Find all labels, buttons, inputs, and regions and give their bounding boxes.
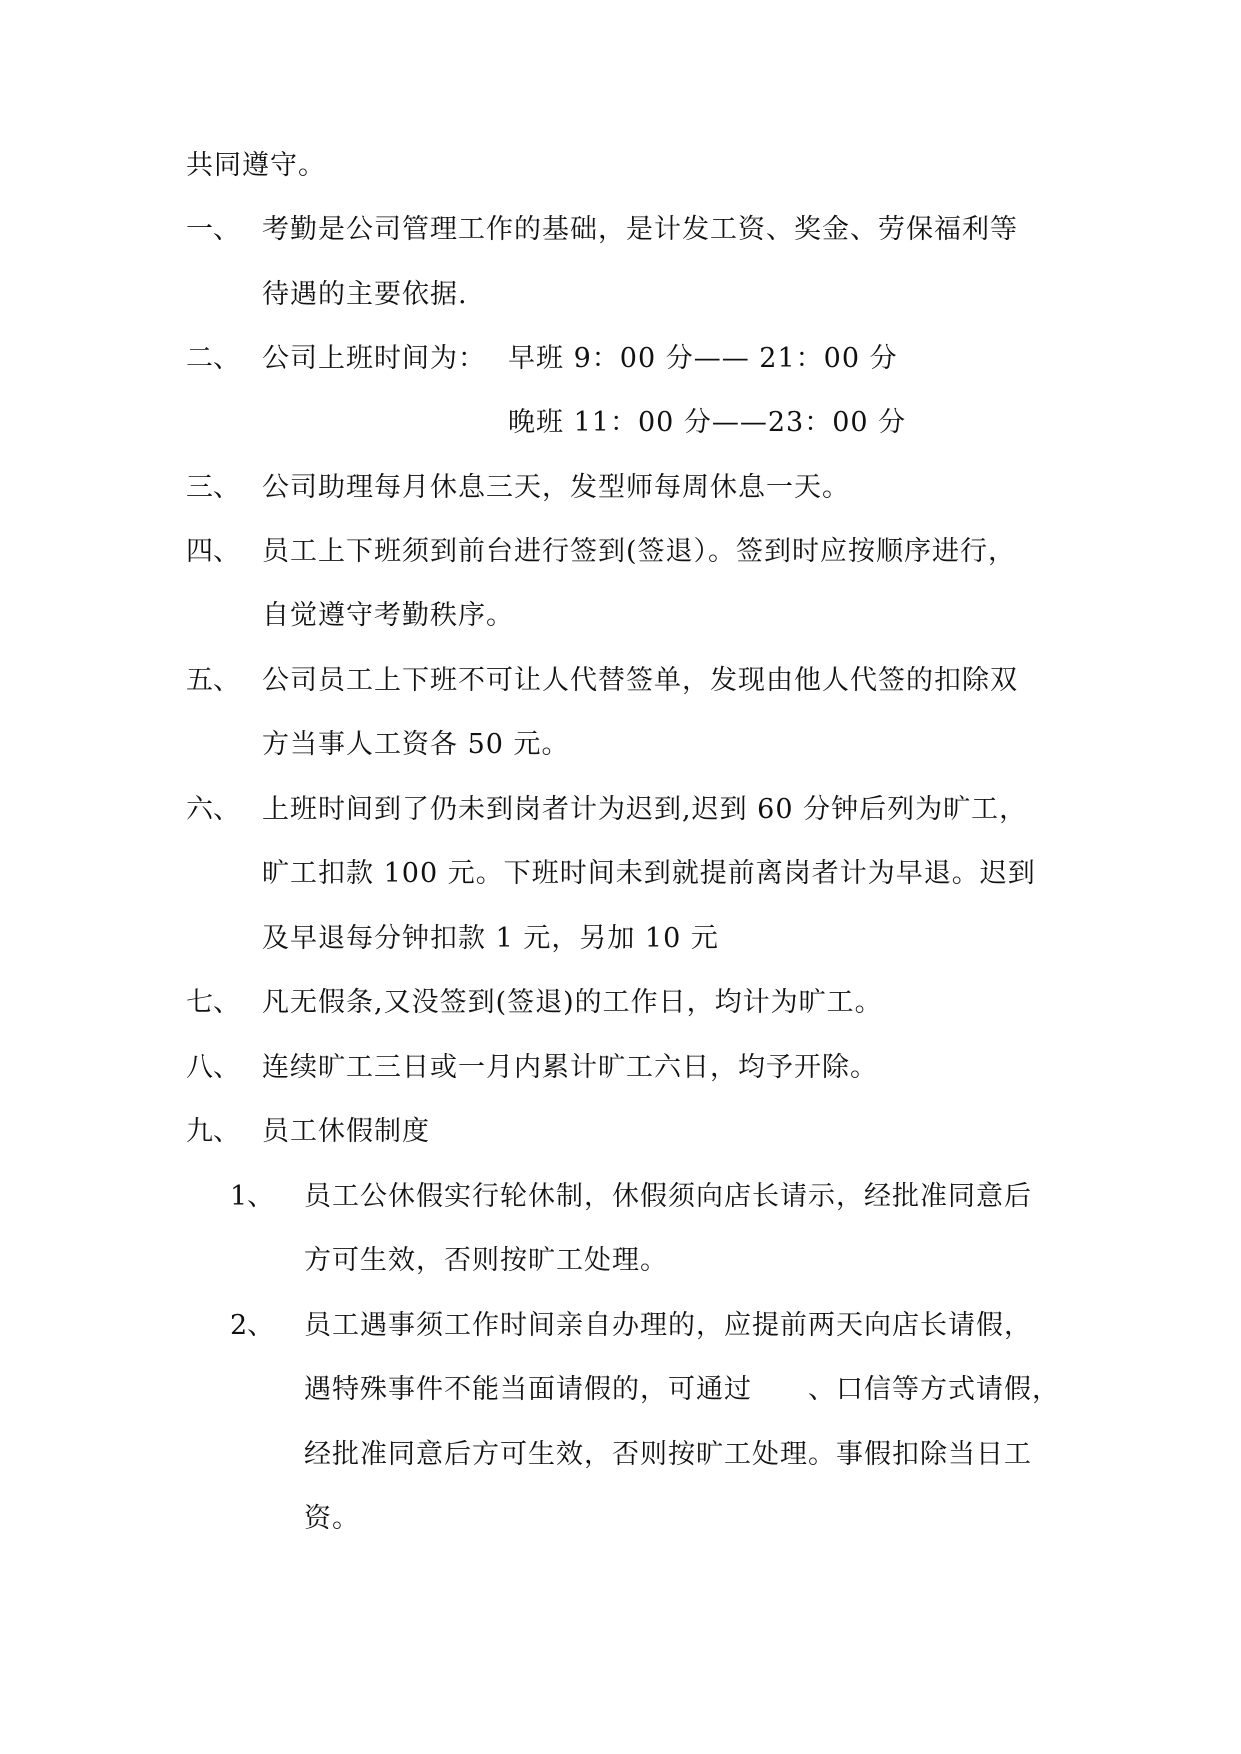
item-4-line-2: 自觉遵守考勤秩序。 xyxy=(262,600,514,631)
item-1-line-2: 待遇的主要依据. xyxy=(262,279,468,310)
item-5-line-1: 公司员工上下班不可让人代替签单，发现由他人代签的扣除双 xyxy=(262,665,1018,696)
subitem-2-line-3: 经批准同意后方可生效，否则按旷工处理。事假扣除当日工 xyxy=(304,1439,1032,1470)
item-7-line-1: 凡无假条,又没签到(签退)的工作日，均计为旷工。 xyxy=(262,987,883,1018)
item-8-line-1: 连续旷工三日或一月内累计旷工六日，均予开除。 xyxy=(262,1052,878,1083)
item-6-line-1: 上班时间到了仍未到岗者计为迟到,迟到 60 分钟后列为旷工， xyxy=(262,794,1028,825)
subitem-2-line-4: 资。 xyxy=(304,1503,360,1534)
item-2-evening-shift: 晚班 11：00 分——23：00 分 xyxy=(508,407,907,438)
subitem-number-2: 2、 xyxy=(230,1310,275,1341)
item-9-line-1: 员工休假制度 xyxy=(262,1116,430,1147)
item-number-7: 七、 xyxy=(186,987,240,1018)
item-number-8: 八、 xyxy=(186,1052,240,1083)
item-6-line-2: 旷工扣款 100 元。下班时间未到就提前离岗者计为早退。迟到 xyxy=(262,858,1036,889)
intro-text: 共同遵守。 xyxy=(186,150,326,181)
subitem-1-line-2: 方可生效，否则按旷工处理。 xyxy=(304,1245,668,1276)
subitem-1-line-1: 员工公休假实行轮休制，休假须向店长请示，经批准同意后 xyxy=(304,1181,1032,1212)
item-number-3: 三、 xyxy=(186,472,240,503)
item-number-5: 五、 xyxy=(186,665,240,696)
item-1-line-1: 考勤是公司管理工作的基础，是计发工资、奖金、劳保福利等 xyxy=(262,214,1018,245)
item-2-label: 公司上班时间为： xyxy=(262,343,486,374)
item-5-line-2: 方当事人工资各 50 元。 xyxy=(262,729,570,760)
item-4-line-1: 员工上下班须到前台进行签到(签退）。签到时应按顺序进行， xyxy=(262,536,1017,567)
item-number-4: 四、 xyxy=(186,536,240,567)
subitem-2-line-2: 遇特殊事件不能当面请假的，可通过 、口信等方式请假， xyxy=(304,1374,1060,1405)
item-number-9: 九、 xyxy=(186,1116,240,1147)
item-6-line-3: 及早退每分钟扣款 1 元，另加 10 元 xyxy=(262,923,719,954)
item-3-line-1: 公司助理每月休息三天，发型师每周休息一天。 xyxy=(262,472,850,503)
item-number-2: 二、 xyxy=(186,343,240,374)
item-number-6: 六、 xyxy=(186,794,240,825)
item-2-morning-shift: 早班 9：00 分—— 21：00 分 xyxy=(508,343,898,374)
item-number-1: 一、 xyxy=(186,214,240,245)
subitem-2-line-1: 员工遇事须工作时间亲自办理的，应提前两天向店长请假， xyxy=(304,1310,1032,1341)
subitem-number-1: 1、 xyxy=(230,1181,275,1212)
